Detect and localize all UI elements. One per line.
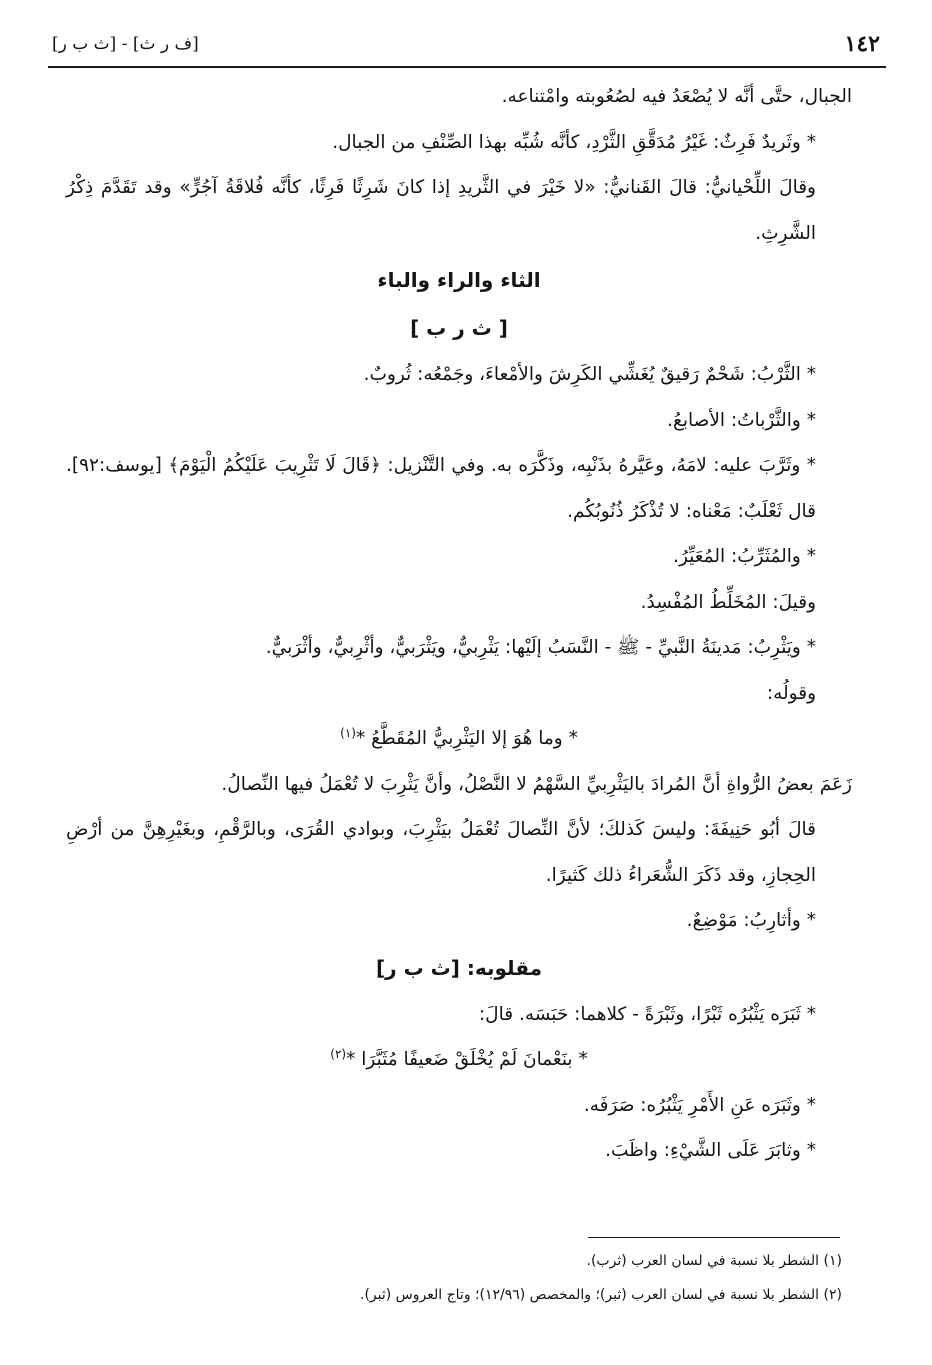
- entry-paragraph: * وثَريدٌ فَرِثٌ: غَيْرُ مُدَقَّقِ الثَّرْدِ، كأنَّه شُبِّه بهذا الصِّنْفِ من الجبال.: [332, 131, 816, 153]
- entry-paragraph: * الثَّرْبُ: شَحْمٌ رَقيقٌ يُغَشِّي الكَرِشَ والأمْعاءَ، وجَمْعُه: ثُروبٌ.: [363, 364, 816, 385]
- entry-paragraph: * وثَرَّبَ عليه: لامَهُ، وعَيَّرهُ بذَنْبِه، وذَكَّرَه به. وفي التَّنْزيل: ﴿قَالَ لَا تَثْرِيبَ عَلَيْكُمُ الْيَوْمَ﴾ [يوسف:٩٢]. قال ثَعْلَبٌ: مَعْناه: لا تُذْكَرُ ذُنُوبُكُم.: [66, 455, 816, 522]
- footnote-rule: [588, 1237, 840, 1238]
- entry-paragraph: * وثابَرَ عَلَى الشَّيْءِ: واظَبَ.: [605, 1140, 816, 1161]
- running-header: [ف ر ث] - [ث ب ر]: [52, 34, 199, 54]
- paragraph: وقالَ اللِّحْيانيُّ: قالَ القَنانيُّ: «لا خَيْرَ في الثَّريدِ إذا كانَ شَرِثًا فَرِثًا، كأنَّه فُلاقَةُ آجُرٍّ» وقد تَقَدَّمَ ذِكْرُ الشَّرِثِ.: [66, 177, 816, 244]
- page-header: [52, 22, 880, 66]
- paragraph: وقيلَ: المُخَلِّطُ المُفْسِدُ.: [640, 591, 816, 613]
- footnote-marker: (١): [340, 725, 356, 740]
- footnote-marker: (٢): [330, 1046, 347, 1061]
- section-heading: الثاء والراء والباء: [377, 268, 541, 292]
- page-number: ١٤٢: [844, 31, 880, 57]
- footnotes: [60, 1244, 842, 1312]
- entry-paragraph: * والثَّرْباتُ: الأصابعُ.: [667, 409, 816, 431]
- verse-text: * وما هُوَ إلا اليَثْرِبيُّ المُقَطَّعُ *: [355, 728, 578, 749]
- paragraph: قالَ أبُو حَنِيفَةَ: وليسَ كَذلكَ؛ لأنَّ النِّصالَ تُعْمَلُ بيَثْرِبَ، وبوادي القُرَى، وبالرَّقْمِ، وبغَيْرِهِنَّ من أرْضِ الحِجازِ، وقد ذَكَرَ الشُّعَراءُ ذلك كَثيرًا.: [66, 819, 816, 886]
- footnote-text: الشطر بلا نسبة في لسان العرب (ثرب).: [586, 1253, 820, 1269]
- footnote-number: (١): [823, 1253, 842, 1269]
- verse-line: [66, 1037, 852, 1083]
- entry-paragraph: * وأثارِبُ: مَوْضِعٌ.: [686, 910, 816, 931]
- entry-paragraph: * ثَبَرَه يَثْبُرُه ثَبْرًا، وثَبْرَةً - كلاهما: حَبَسَه. قالَ:: [478, 1003, 816, 1025]
- root-subheading: مقلوبه: [ث ب ر]: [376, 955, 542, 980]
- paragraph: الجبال، حتَّى أنَّه لا يُصْعَدُ فيه لصُعُوبته وامْتناعه.: [501, 86, 852, 107]
- paragraph: زَعَمَ بعضُ الرُّواةِ أنَّ المُرادَ باليَثْرِبيِّ السَّهْمُ لا النَّصْلُ، وأنَّ يَثْرِبَ لا تُعْمَلُ فيها النِّصالُ.: [221, 773, 852, 795]
- footnote-number: (٢): [823, 1287, 842, 1303]
- verse-text: * بنَعْمانَ لَمْ يُخْلَقْ ضَعيفًا مُثَبَّرَا *: [346, 1049, 588, 1070]
- footnote: [60, 1244, 842, 1278]
- root-heading: [ ث ر ب ]: [410, 316, 508, 340]
- footnote-text: الشطر بلا نسبة في لسان العرب (ثبر)؛ والمخصص (١٢/٩٦)؛ وتاج العروس (ثبر).: [360, 1287, 820, 1303]
- footnote: [60, 1278, 842, 1312]
- entry-paragraph: * والمُثَرِّبُ: المُعَيِّرُ.: [673, 546, 816, 567]
- main-text: [66, 74, 852, 1174]
- header-rule: [48, 66, 886, 68]
- verse-line: [66, 716, 852, 762]
- paragraph: وقولُه:: [766, 682, 816, 704]
- entry-paragraph: * وثَبَرَه عَنِ الأَمْرِ يَثْبُرُه: صَرَفَه.: [583, 1094, 816, 1116]
- entry-paragraph: * ويَثْرِبُ: مَدينَةُ النَّبيِّ - ﷺ - النَّسَبُ إلَيْها: يَثْرِبيٌّ، ويَثْرَبيٌّ، وأثْرِبيٌّ، وأثْرَبيٌّ.: [265, 637, 816, 658]
